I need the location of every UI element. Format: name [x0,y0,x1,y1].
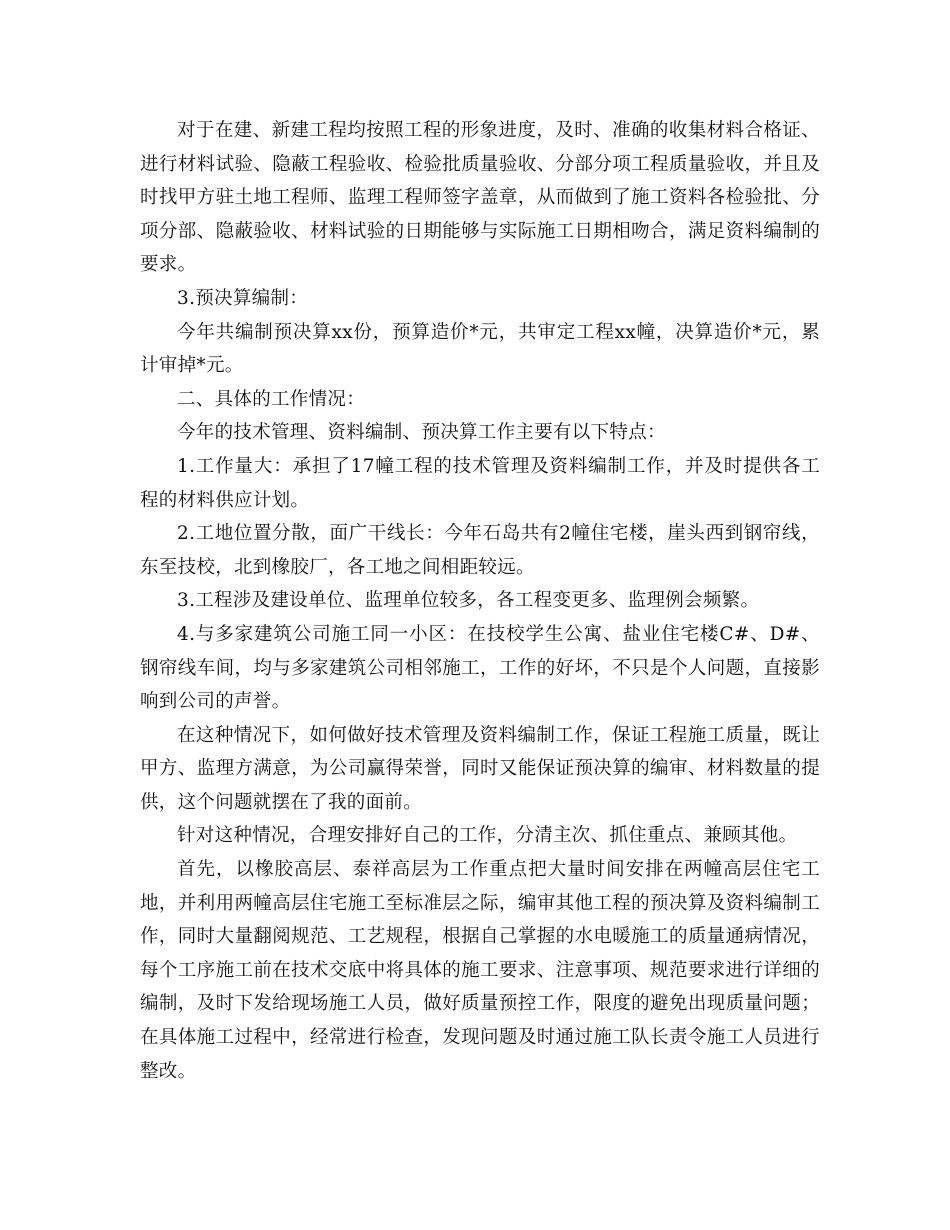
list-item-many-units: 3.工程涉及建设单位、监理单位较多，各工程变更多、监理例会频繁。 [177,590,760,612]
heading-budget-compilation: 3.预决算编制： [177,287,309,309]
paragraph-first-steps: 首先，以橡胶高层、泰祥高层为工作重点把大量时间安排在两幢高层住宅工地，并利用两幢高层住宅施工至标准层之际，编审其他工程的预决算及资料编制工作，同时大量翻阅规范、工艺规程，根据自己掌握的水电暖施工的质量通病情况，每个工序施工前在技术交底中将具体的施工要求、注意事项、规范要求进行详细的编制，及时下发给现场施工人员，做好质量预控工作，限度的避免出现质量问题；在具体施工过程中，经常进行检查，发现问题及时通过施工队长责令施工人员进行整改。 [140,859,820,1082]
paragraph-features-intro: 今年的技术管理、资料编制、预决算工作主要有以下特点： [177,422,666,444]
paragraph-material-collection: 对于在建、新建工程均按照工程的形象进度，及时、准确的收集材料合格证、进行材料试验、隐蔽工程验收、检验批质量验收、分部分项工程质量验收，并且及时找甲方驻土地工程师、监理工程师签字盖章，从而做到了施工资料各检验批、分项分部、隐蔽验收、材料试验的日期能够与实际施工日期相吻合，满足资料编制的要求。 [140,120,820,276]
heading-work-situation: 二、具体的工作情况： [177,388,366,410]
list-item-shared-site: 4.与多家建筑公司施工同一小区：在技校学生公寓、盐业住宅楼C#、D#、钢帘线车间，均与多家建筑公司相邻施工，工作的好坏，不只是个人问题，直接影响到公司的声誉。 [140,623,820,713]
list-item-site-dispersion: 2.工地位置分散，面广干线长：今年石岛共有2幢住宅楼，崖头西到钢帘线，东至技校，北到橡胶厂，各工地之间相距较远。 [140,523,820,578]
paragraph-budget-summary: 今年共编制预决算xx份，预算造价*元，共审定工程xx幢，决算造价*元，累计审掉*元。 [140,321,820,377]
document-body [140,114,820,1088]
paragraph-challenge: 在这种情况下，如何做好技术管理及资料编制工作，保证工程施工质量，既让甲方、监理方满意，为公司赢得荣誉，同时又能保证预决算的编审、材料数量的提供，这个问题就摆在了我的面前。 [140,724,820,813]
list-item-workload: 1.工作量大：承担了17幢工程的技术管理及资料编制工作，并及时提供各工程的材料供应计划。 [140,455,820,511]
paragraph-approach: 针对这种情况，合理安排好自己的工作，分清主次、抓住重点、兼顾其他。 [177,825,798,847]
